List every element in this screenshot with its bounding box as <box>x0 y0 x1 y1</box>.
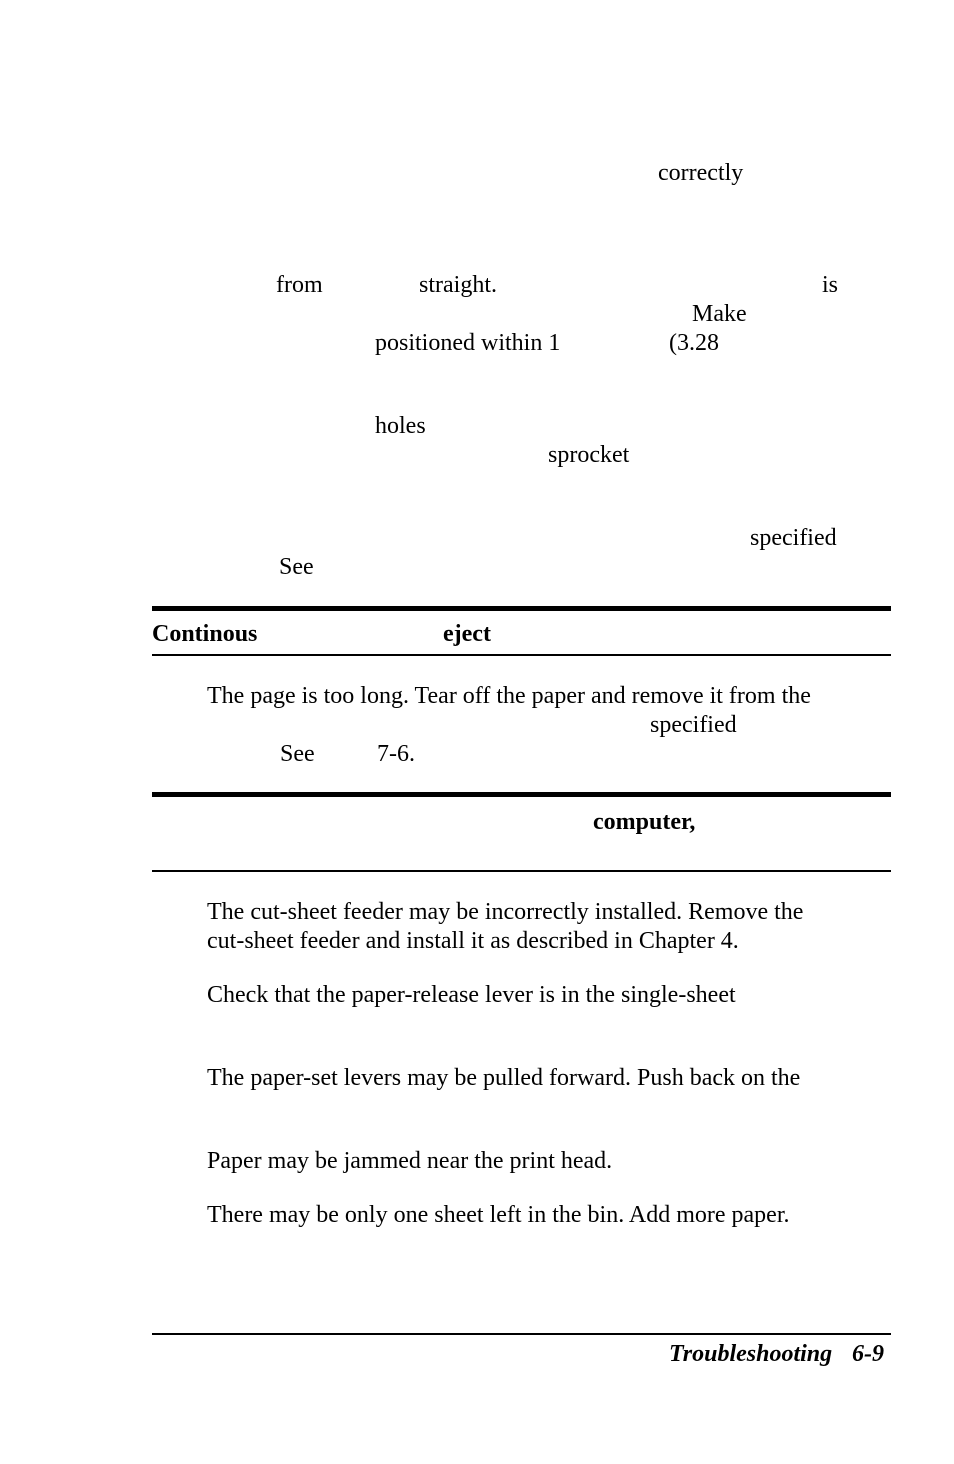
list-item: The paper-set levers may be pulled forward. Push back on the <box>207 1065 801 1091</box>
section2-rule-top <box>152 792 891 797</box>
section-rule-bottom <box>152 654 891 656</box>
list-item: Check that the paper-release lever is in the single-sheet <box>207 982 736 1008</box>
list-item: There may be only one sheet left in the bin. Add more paper. <box>207 1202 790 1228</box>
heading-computer: computer, <box>593 809 696 835</box>
footer-page-number: 6-9 <box>852 1341 884 1367</box>
body-specified: specified <box>650 712 737 738</box>
list-item: cut-sheet feeder and install it as described in Chapter 4. <box>207 928 739 954</box>
text-correctly: correctly <box>658 160 744 186</box>
text-sprocket: sprocket <box>548 442 630 468</box>
list-item: The cut-sheet feeder may be incorrectly installed. Remove the <box>207 899 804 925</box>
text-straight: straight. <box>419 272 497 298</box>
text-specified: specified <box>750 525 837 551</box>
section2-rule-bottom <box>152 870 891 872</box>
text-holes: holes <box>375 413 426 439</box>
body-line-too-long: The page is too long. Tear off the paper and remove it from the <box>207 683 811 709</box>
footer-rule <box>152 1333 891 1335</box>
heading-eject: eject <box>443 621 491 647</box>
text-see: See <box>279 554 314 580</box>
text-mm-value: (3.28 <box>669 330 719 356</box>
text-from: from <box>276 272 323 298</box>
section-rule-top <box>152 606 891 611</box>
list-item: Paper may be jammed near the print head. <box>207 1148 613 1174</box>
body-see: See <box>280 741 315 767</box>
footer-section-title: Troubleshooting <box>669 1341 833 1367</box>
body-page-ref: 7-6. <box>377 741 415 767</box>
text-is: is <box>822 272 839 298</box>
text-make: Make <box>692 301 747 327</box>
text-positioned-within: positioned within 1 <box>375 330 561 356</box>
heading-continous: Continous <box>152 621 258 647</box>
